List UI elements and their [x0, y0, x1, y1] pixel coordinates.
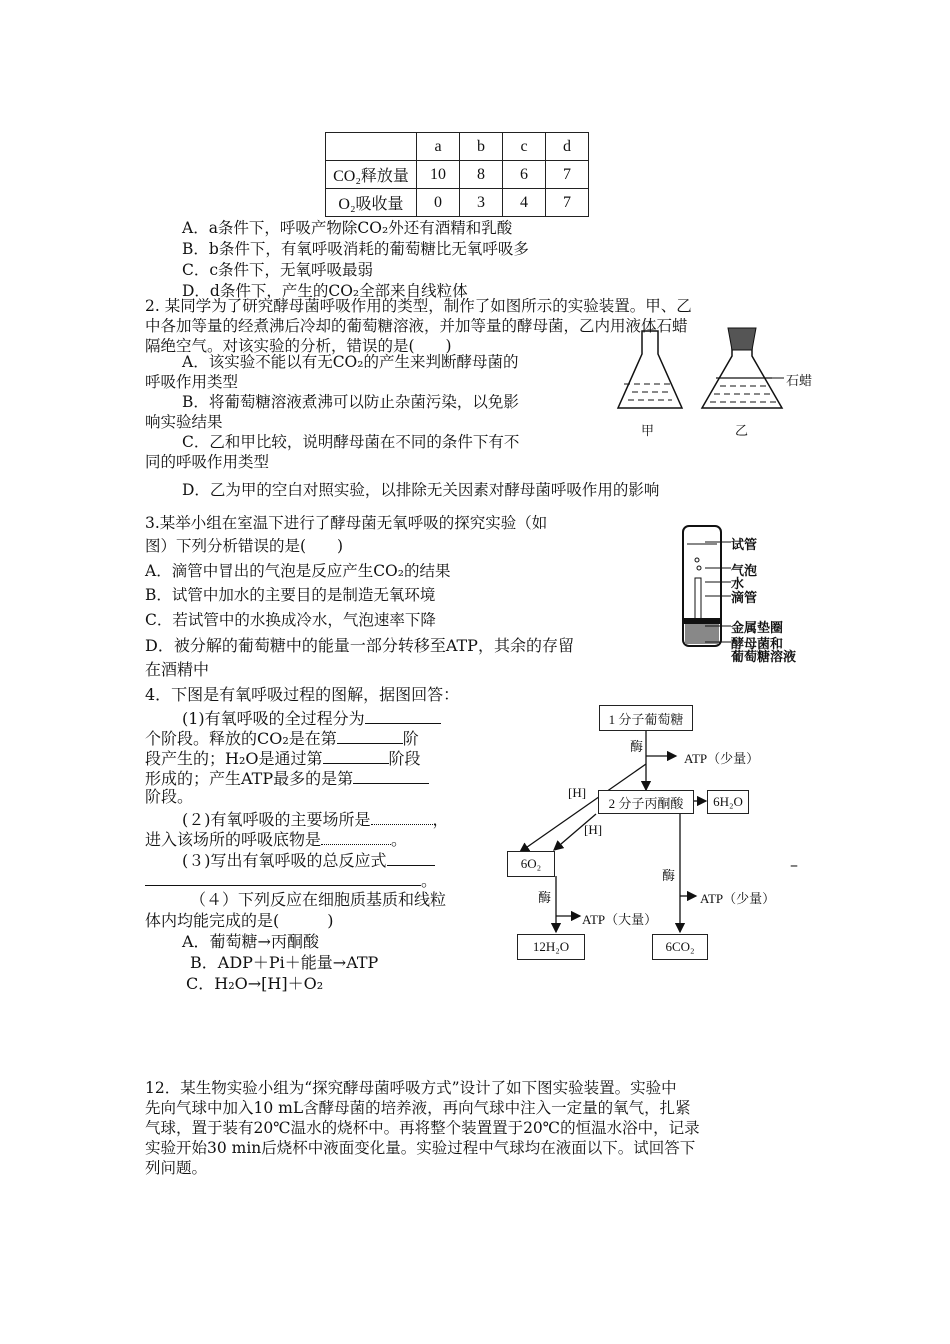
table-header-cell: c: [503, 133, 546, 161]
table-cell: 7: [546, 161, 589, 189]
pyruvate-box: 2 分子丙酮酸: [598, 790, 694, 814]
flask-jia-label: 甲: [641, 423, 655, 438]
tube-label: 试管: [731, 537, 758, 552]
stopper-icon: [728, 328, 756, 350]
q2-option-c: C．乙和甲比较，说明酵母菌在不同的条件下有不: [182, 433, 520, 451]
q4-p1-line5: 阶段。: [145, 787, 194, 806]
enzyme-label-1: 酶: [630, 739, 644, 754]
water12-box: 12H₂O: [517, 934, 585, 960]
glucose-box: 1 分子葡萄糖: [599, 705, 693, 731]
q4-p2-text: 进入该场所的呼吸底物是: [145, 830, 322, 849]
atp-small-label-2: ATP（少量）: [700, 891, 776, 906]
table-header-row: [326, 133, 589, 161]
q4-p3-line1: [182, 849, 435, 871]
h-label-1: [H]: [568, 785, 587, 800]
atp-small-label-1: ATP（少量）: [684, 751, 760, 766]
q2-stem-line: 2. 某同学为了研究酵母菌呼吸作用的类型，制作了如图所示的实验装置。甲、乙: [145, 297, 692, 315]
table-header-cell: a: [417, 133, 460, 161]
q4-p2-line2: [145, 828, 407, 850]
table-row-label: CO₂释放量: [326, 161, 417, 189]
solution-label: 酵母菌和: [731, 636, 784, 651]
q4-p4-line2: 体内均能完成的是( ): [145, 911, 334, 930]
table-header-cell: d: [546, 133, 589, 161]
answer-blank[interactable]: [321, 828, 391, 845]
q3-option-a: A．滴管中冒出的气泡是反应产生CO₂的结果: [145, 562, 451, 580]
q2-option-a-cont: 呼吸作用类型: [145, 373, 239, 391]
table-cell: 6: [503, 161, 546, 189]
q4-p1-text: 形成的；产生ATP最多的是第: [145, 769, 354, 788]
q2-option-b-cont: 响实验结果: [145, 413, 223, 431]
q4-p2-text: (２)有氧呼吸的主要场所是: [182, 810, 371, 829]
flask-jia-icon: [618, 331, 682, 408]
table-cell: 4: [503, 189, 546, 217]
q3-option-d-cont: 在酒精中: [145, 660, 210, 679]
q2-option-c-cont: 同的呼吸作用类型: [145, 453, 270, 471]
q12-line: 列问题。: [145, 1159, 208, 1177]
q4-option-c: C．H₂O→[H]＋O₂: [186, 974, 324, 993]
q4-p2-text: 。: [391, 830, 408, 849]
q12-line: 12．某生物实验小组为“探究酵母菌呼吸方式”设计了如下图实验装置。实验中: [145, 1079, 677, 1097]
table-row: [326, 189, 589, 217]
q1-option-d: D．d条件下，产生的CO₂全部来自线粒体: [182, 282, 468, 300]
table-cell: 3: [460, 189, 503, 217]
q2-stem-line: 中各加等量的经煮沸后冷却的葡萄糖溶液，并加等量的酵母菌，乙内用液体石蜡: [145, 317, 688, 335]
table-cell: 0: [417, 189, 460, 217]
o2-box: 6O₂: [507, 851, 555, 877]
q4-p1-text: 个阶段。释放的CO₂是在第: [145, 729, 337, 748]
q4-option-a: A．葡萄糖→丙酮酸: [182, 932, 319, 951]
answer-blank[interactable]: [323, 747, 389, 764]
answer-blank[interactable]: [337, 727, 403, 744]
q4-p2-text: ，: [432, 810, 449, 829]
answer-blank[interactable]: [387, 849, 435, 866]
q2-option-d: D．乙为甲的空白对照实验，以排除无关因素对酵母菌呼吸作用的影响: [182, 481, 660, 499]
solution-label-2: 葡萄糖溶液: [731, 649, 797, 664]
q12-line: 实验开始30 min后烧杯中液面变化量。实验过程中气球均在液面以下。试回答下: [145, 1139, 696, 1157]
q3-option-d: D．被分解的葡萄糖中的能量一部分转移至ATP，其余的存留: [145, 636, 574, 655]
answer-blank[interactable]: [353, 767, 429, 784]
q3-option-c: C．若试管中的水换成冷水，气泡速率下降: [145, 611, 436, 629]
q1-option-a: A．a条件下，呼吸产物除CO₂外还有酒精和乳酸: [182, 219, 513, 237]
q1-option-b: B．b条件下，有氧呼吸消耗的葡萄糖比无氧呼吸多: [182, 240, 529, 258]
dropper-label: 滴管: [731, 590, 758, 605]
q4-p1-text: 阶段: [388, 749, 421, 768]
q4-p1-line4: [145, 767, 429, 789]
q4-p3-text: (３)写出有氧呼吸的总反应式: [182, 851, 387, 870]
table-row-label: O₂吸收量: [326, 189, 417, 217]
water-label: 水: [731, 576, 745, 591]
q12-line: 气球，置于装有20℃温水的烧杯中。再将整个装置置于20℃的恒温水浴中，记录: [145, 1119, 700, 1137]
stray-dash: –: [790, 855, 798, 874]
q4-p2-line1: [182, 808, 449, 830]
data-table: [325, 132, 589, 217]
q4-p1-text: 阶: [402, 729, 419, 748]
q4-p3-line2: [145, 869, 437, 891]
paraffin-label: 石蜡: [786, 373, 813, 388]
answer-blank[interactable]: [371, 808, 433, 825]
water6-box: 6H₂O: [707, 790, 749, 814]
ring-label: 金属垫圈: [731, 620, 784, 635]
q4-p1-line3: [145, 747, 421, 769]
table-header-cell: b: [460, 133, 503, 161]
table-cell: 10: [417, 161, 460, 189]
q3-stem-line: 3.某举小组在室温下进行了酵母菌无氧呼吸的探究实验（如: [145, 514, 548, 532]
q1-option-c: C．c条件下，无氧呼吸最弱: [182, 261, 374, 279]
q3-option-b: B．试管中加水的主要目的是制造无氧环境: [145, 586, 436, 604]
q4-p1-line2: [145, 727, 419, 749]
q2-stem-line: 隔绝空气。对该实验的分析，错误的是( ): [145, 337, 452, 355]
enzyme-label-2: 酶: [538, 890, 552, 905]
q2-option-a: A．该实验不能以有无CO₂的产生来判断酵母菌的: [182, 353, 519, 371]
answer-blank[interactable]: [145, 869, 421, 886]
q4-option-b: B．ADP＋Pi＋能量→ATP: [190, 953, 379, 972]
answer-blank[interactable]: [365, 707, 441, 724]
q4-title: 4．下图是有氧呼吸过程的图解，据图回答：: [145, 685, 460, 704]
bubble-label: 气泡: [731, 563, 758, 578]
table-cell: 8: [460, 161, 503, 189]
table-header-cell: [326, 133, 417, 161]
q3-stem-line: 图）下列分析错误的是( ): [145, 537, 344, 555]
atp-large-label: ATP（大量）: [582, 912, 658, 927]
enzyme-label-3: 酶: [662, 868, 676, 883]
co2-box: 6CO₂: [652, 934, 708, 960]
q12-line: 先向气球中加入10 mL含酵母菌的培养液，再向气球中注入一定量的氧气，扎紧: [145, 1099, 691, 1117]
q4-p1-text: (1)有氧呼吸的全过程分为: [182, 709, 365, 728]
q2-option-b: B．将葡萄糖溶液煮沸可以防止杂菌污染，以免影: [182, 393, 519, 411]
q4-p4-line1: （４）下列反应在细胞质基质和线粒: [190, 890, 447, 909]
flask-yi-label: 乙: [735, 423, 749, 438]
q4-p1-text: 段产生的；H₂O是通过第: [145, 749, 323, 768]
table-cell: 7: [546, 189, 589, 217]
q4-p1-line1: [182, 707, 441, 729]
q4-p3-end: 。: [421, 871, 438, 890]
h-label-2: [H]: [584, 822, 603, 837]
table-row: [326, 161, 589, 189]
